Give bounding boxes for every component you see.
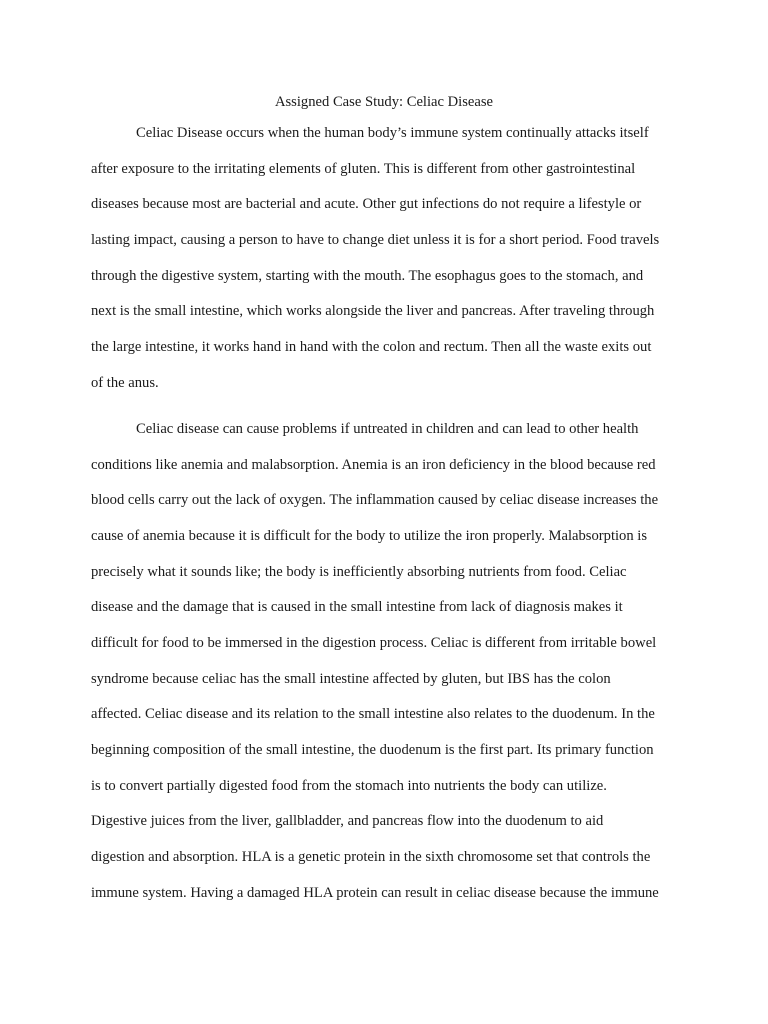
paragraph-line: cause of anemia because it is difficult for the body to utilize the iron properly. Malabsorption is [91, 528, 648, 544]
paragraph-line: lasting impact, causing a person to have to change diet unless it is for a short period. Food travels [91, 232, 660, 248]
paragraph-line: is to convert partially digested food from the stomach into nutrients the body can utilize. [91, 778, 607, 794]
paragraph-line: digestion and absorption. HLA is a genetic protein in the sixth chromosome set that controls the [91, 849, 651, 865]
paragraph-line: diseases because most are bacterial and acute. Other gut infections do not require a lifestyle or [91, 196, 642, 212]
paragraph-line: difficult for food to be immersed in the digestion process. Celiac is different from irritable bowel [91, 635, 657, 651]
paragraph-line: blood cells carry out the lack of oxygen. The inflammation caused by celiac disease increases the [91, 492, 659, 508]
paragraph-line: Digestive juices from the liver, gallbladder, and pancreas flow into the duodenum to aid [91, 813, 604, 829]
paragraph-line: conditions like anemia and malabsorption. Anemia is an iron deficiency in the blood because red [91, 457, 656, 473]
paragraph-line: through the digestive system, starting with the mouth. The esophagus goes to the stomach, and [91, 268, 644, 284]
paragraph-line: after exposure to the irritating elements of gluten. This is different from other gastrointestinal [91, 161, 636, 177]
paragraph-line: Celiac disease can cause problems if untreated in children and can lead to other health [136, 421, 639, 437]
paragraph-line: syndrome because celiac has the small intestine affected by gluten, but IBS has the colon [91, 671, 611, 687]
paragraph-line: the large intestine, it works hand in hand with the colon and rectum. Then all the waste exits out [91, 339, 652, 355]
paragraph-line: precisely what it sounds like; the body is inefficiently absorbing nutrients from food. Celiac [91, 564, 627, 580]
paragraph-line: Celiac Disease occurs when the human body’s immune system continually attacks itself [136, 125, 649, 141]
paragraph-line: beginning composition of the small intestine, the duodenum is the first part. Its primary function [91, 742, 654, 758]
paragraph-line: immune system. Having a damaged HLA protein can result in celiac disease because the immune [91, 885, 659, 901]
paragraph-line: disease and the damage that is caused in the small intestine from lack of diagnosis makes it [91, 599, 623, 615]
paragraph-line: next is the small intestine, which works alongside the liver and pancreas. After traveling through [91, 303, 655, 319]
document-title: Assigned Case Study: Celiac Disease [274, 94, 494, 110]
paragraph-line: of the anus. [91, 375, 159, 391]
paragraph-line: affected. Celiac disease and its relation to the small intestine also relates to the duodenum. In the [91, 706, 655, 722]
